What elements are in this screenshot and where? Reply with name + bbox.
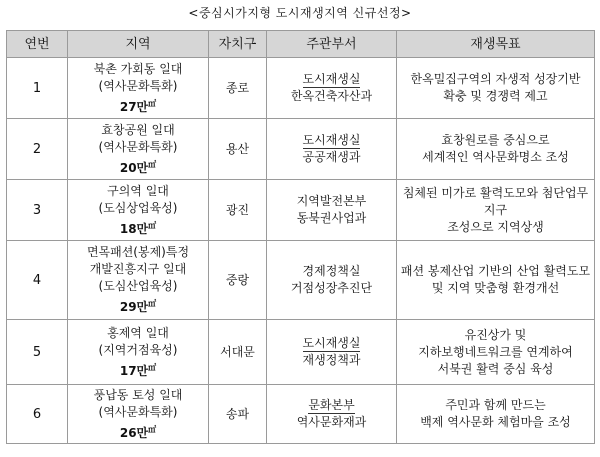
dept-line: 도시재생실 [302,133,361,147]
col-header-region: 지역 [68,31,209,58]
cell-region [68,385,209,444]
cell-goal [397,241,595,320]
table-caption: <중심시가지형 도시재생지역 신규선정> [188,6,412,20]
region-line: (역사문화특화) [98,78,178,93]
col-header-dept: 주관부서 [267,31,397,58]
cell-district: 광진 [209,180,267,241]
area-unit: ㎡ [148,220,157,230]
cell-region [68,119,209,180]
cell-region [68,180,209,241]
cell-no: 4 [7,241,68,320]
goal-line: 백제 역사문화 체험마을 조성 [420,415,571,429]
cell-dept [267,58,397,119]
region-line: 효창공원 일대 [101,122,175,137]
cell-dept [267,180,397,241]
goal-line: 조성으로 지역상생 [447,219,544,234]
header-row [7,31,595,58]
dept-line: 거점성장추진단 [290,281,373,295]
area-unit: ㎡ [148,299,157,308]
cell-no: 3 [7,180,68,241]
dept-line: 역사문화재과 [296,415,367,429]
area-unit: ㎡ [148,159,157,169]
region-line: 홍제역 일대 [107,325,169,340]
goal-line: 한옥밀집구역의 자생적 성장기반 [410,72,581,86]
region-line: (역사문화특화) [98,139,178,154]
area-value [71,156,205,177]
table-row [7,180,595,241]
cell-district: 송파 [209,385,267,444]
goal-line: 및 지역 맞춤형 환경개선 [431,281,560,295]
dept-line: 재생정책과 [302,353,361,367]
table-row [7,241,595,320]
cell-no: 5 [7,320,68,385]
region-line: 풍납동 토성 일대 [93,387,183,402]
goal-line: 주민과 함께 만드는 [445,398,546,412]
cell-goal [397,119,595,180]
regeneration-table [6,30,595,444]
table-row [7,58,595,119]
area-value [71,95,205,116]
area-unit: ㎡ [148,98,157,108]
region-line: (도심산업육성) [98,279,178,293]
dept-line: 지역발전본부 [296,194,367,208]
region-line: (역사문화특화) [98,404,178,419]
area-number: 29만 [119,300,149,314]
area-number: 20만 [119,160,149,175]
cell-dept [267,320,397,385]
area-number: 18만 [119,221,149,236]
region-line: (도심상업육성) [98,200,178,215]
cell-goal [397,58,595,119]
goal-line: 효창원로를 중심으로 [441,133,550,147]
goal-line: 확충 및 경쟁력 제고 [443,89,548,103]
table-row [7,385,595,444]
dept-line: 경제정책실 [302,264,361,278]
col-header-no: 연번 [7,31,68,58]
goal-line: 유진상가 및 [464,327,527,342]
goal-line: 패션 봉제산업 기반의 산업 활력도모 [400,264,591,278]
dept-line: 도시재생실 [302,72,361,86]
area-value [71,421,205,442]
region-line: 구의역 일대 [107,183,169,198]
cell-district: 서대문 [209,320,267,385]
goal-line: 침체된 미가로 활력도모와 첨단업무지구 [402,185,589,217]
goal-line: 세계적인 역사문화명소 조성 [422,150,569,164]
cell-no: 1 [7,58,68,119]
cell-dept [267,119,397,180]
cell-no: 2 [7,119,68,180]
cell-goal [397,320,595,385]
cell-district: 중랑 [209,241,267,320]
dept-line: 한옥건축자산과 [290,89,373,103]
table-row [7,119,595,180]
region-line: 개발진흥지구 일대 [89,262,187,276]
area-number: 17만 [119,363,149,378]
region-line: 북촌 가회동 일대 [93,61,183,76]
goal-line: 서북권 활력 중심 육성 [437,361,554,376]
dept-line: 도시재생실 [302,336,361,350]
area-value [71,217,205,238]
col-header-district: 자치구 [209,31,267,58]
cell-region [68,241,209,320]
cell-goal [397,180,595,241]
area-number: 26만 [119,425,149,440]
area-value [71,295,205,316]
table-row [7,320,595,385]
cell-district: 용산 [209,119,267,180]
dept-line: 동북권사업과 [296,211,367,225]
region-line: (지역거점육성) [98,342,178,357]
col-header-goal: 재생목표 [397,31,595,58]
area-number: 27만 [119,99,149,114]
area-unit: ㎡ [148,424,157,434]
cell-region [68,58,209,119]
cell-dept [267,241,397,320]
cell-region [68,320,209,385]
dept-line: 문화본부 [308,398,355,412]
area-value [71,359,205,380]
dept-line: 공공재생과 [302,150,361,164]
cell-no: 6 [7,385,68,444]
region-line: 면목패션(봉제)특정 [86,245,190,259]
cell-goal [397,385,595,444]
cell-district: 종로 [209,58,267,119]
cell-dept [267,385,397,444]
goal-line: 지하보행네트워크를 연계하여 [418,344,573,359]
area-unit: ㎡ [148,362,157,372]
